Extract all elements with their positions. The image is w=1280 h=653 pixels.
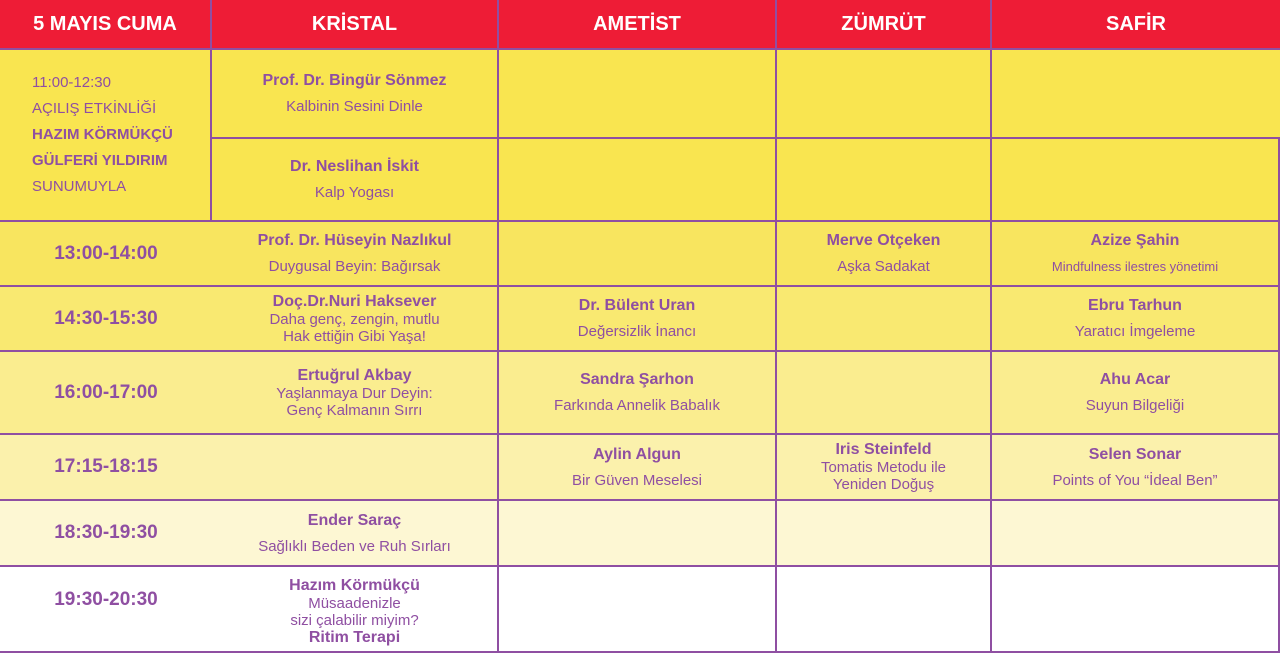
speaker-name: Sandra Şarhon — [580, 371, 694, 388]
session-cell — [499, 352, 777, 435]
speaker-name: Selen Sonar — [1088, 445, 1182, 463]
talk-title-line-1: Daha genç, zengin, mutlu — [269, 310, 440, 328]
speaker-name: Aylin Algun — [593, 445, 681, 463]
session-cell — [992, 352, 1280, 435]
time-slot — [0, 222, 212, 287]
speaker-name: Dr. Bülent Uran — [578, 297, 696, 314]
empty-cell — [499, 139, 777, 222]
session-cell — [499, 287, 777, 352]
session-cell — [992, 287, 1280, 352]
speaker-name: Ender Saraç — [307, 511, 402, 529]
speaker-name: Azize Şahin — [1090, 232, 1180, 249]
empty-cell — [777, 50, 992, 139]
session-cell — [777, 222, 992, 287]
session-cell — [212, 50, 499, 139]
time-slot — [0, 435, 212, 501]
time-slot — [0, 567, 212, 653]
talk-title-line-1: Tomatis Metodu ile — [820, 459, 947, 476]
speaker-name: Ebru Tarhun — [1088, 297, 1182, 314]
talk-title: Kalp Yogası — [314, 184, 395, 201]
session-cell — [212, 287, 499, 352]
session-subtitle: Ritim Terapi — [308, 629, 401, 646]
header-day — [0, 0, 212, 50]
time-label: 14:30-15:30 — [54, 307, 158, 329]
session-cell — [212, 139, 499, 222]
time-label: 13:00-14:00 — [54, 242, 158, 264]
empty-cell — [499, 567, 777, 653]
header-hall-label: KRİSTAL — [311, 12, 398, 35]
empty-cell — [212, 435, 499, 501]
opening-event — [0, 50, 212, 222]
talk-title-line-2: sizi çalabilir miyim? — [290, 612, 419, 629]
talk-title: Duygusal Beyin: Bağırsak — [268, 258, 441, 275]
empty-cell — [992, 139, 1280, 222]
talk-title-line-1: Yaşlanmaya Dur Deyin: — [276, 384, 433, 402]
empty-cell — [992, 50, 1280, 139]
time-slot — [0, 352, 212, 435]
header-hall-label: SAFİR — [1106, 12, 1166, 35]
session-cell — [777, 435, 992, 501]
empty-cell — [777, 139, 992, 222]
empty-cell — [777, 287, 992, 352]
opening-note: SUNUMUYLA — [32, 178, 127, 195]
speaker-name: Prof. Dr. Bingür Sönmez — [262, 72, 447, 89]
talk-title: Suyun Bilgeliği — [1085, 397, 1185, 414]
session-cell — [212, 222, 499, 287]
talk-title-line-2: Genç Kalmanın Sırrı — [286, 401, 423, 419]
opening-time: 11:00-12:30 — [32, 74, 111, 91]
session-cell — [212, 352, 499, 435]
speaker-name: Ertuğrul Akbay — [297, 366, 412, 384]
session-cell — [992, 435, 1280, 501]
time-label: 18:30-19:30 — [54, 522, 158, 543]
speaker-name: Iris Steinfeld — [835, 441, 932, 458]
time-label: 17:15-18:15 — [54, 456, 158, 477]
empty-cell — [499, 222, 777, 287]
time-slot — [0, 501, 212, 567]
talk-title-line-1: Müsaadenizle — [308, 595, 401, 612]
talk-title: Yaratıcı İmgeleme — [1074, 323, 1196, 340]
header-hall-zumrut — [777, 0, 992, 50]
empty-cell — [499, 501, 777, 567]
empty-cell — [777, 567, 992, 653]
talk-title: Sağlıklı Beden ve Ruh Sırları — [258, 537, 451, 555]
header-hall-label: AMETİST — [593, 12, 681, 35]
empty-cell — [777, 501, 992, 567]
opening-title: AÇILIŞ ETKİNLİĞİ — [32, 100, 157, 117]
speaker-name: Doç.Dr.Nuri Haksever — [272, 292, 437, 310]
empty-cell — [777, 352, 992, 435]
opening-host-1: HAZIM KÖRMÜKÇÜ — [32, 126, 173, 143]
time-label: 19:30-20:30 — [54, 589, 158, 610]
header-hall-safir — [992, 0, 1280, 50]
empty-cell — [992, 501, 1280, 567]
speaker-name: Dr. Neslihan İskit — [290, 158, 419, 175]
header-day-label: 5 MAYIS CUMA — [33, 12, 177, 35]
session-cell — [212, 567, 499, 653]
speaker-name: Prof. Dr. Hüseyin Nazlıkul — [257, 232, 452, 249]
talk-title: Mindfulness ilestres yönetimi — [1051, 259, 1219, 274]
talk-title-line-2: Hak ettiğin Gibi Yaşa! — [283, 327, 426, 345]
speaker-name: Hazım Körmükçü — [289, 577, 420, 594]
session-cell — [499, 435, 777, 501]
speaker-name: Merve Otçeken — [826, 232, 941, 249]
talk-title: Points of You “İdeal Ben” — [1052, 471, 1218, 489]
empty-cell — [499, 50, 777, 139]
empty-cell — [992, 567, 1280, 653]
talk-title: Değersizlik İnancı — [577, 323, 697, 340]
session-cell — [212, 501, 499, 567]
talk-title: Farkında Annelik Babalık — [554, 397, 720, 414]
opening-host-2: GÜLFERİ YILDIRIM — [32, 152, 168, 169]
session-cell — [992, 222, 1280, 287]
talk-title-line-2: Yeniden Doğuş — [832, 476, 935, 493]
time-slot — [0, 287, 212, 352]
talk-title: Bir Güven Meselesi — [571, 471, 703, 489]
time-label: 16:00-17:00 — [54, 381, 158, 403]
header-hall-kristal — [212, 0, 499, 50]
header-hall-ametist — [499, 0, 777, 50]
talk-title: Aşka Sadakat — [837, 258, 930, 275]
talk-title: Kalbinin Sesini Dinle — [286, 98, 423, 115]
speaker-name: Ahu Acar — [1099, 371, 1171, 388]
header-hall-label: ZÜMRÜT — [841, 12, 926, 35]
